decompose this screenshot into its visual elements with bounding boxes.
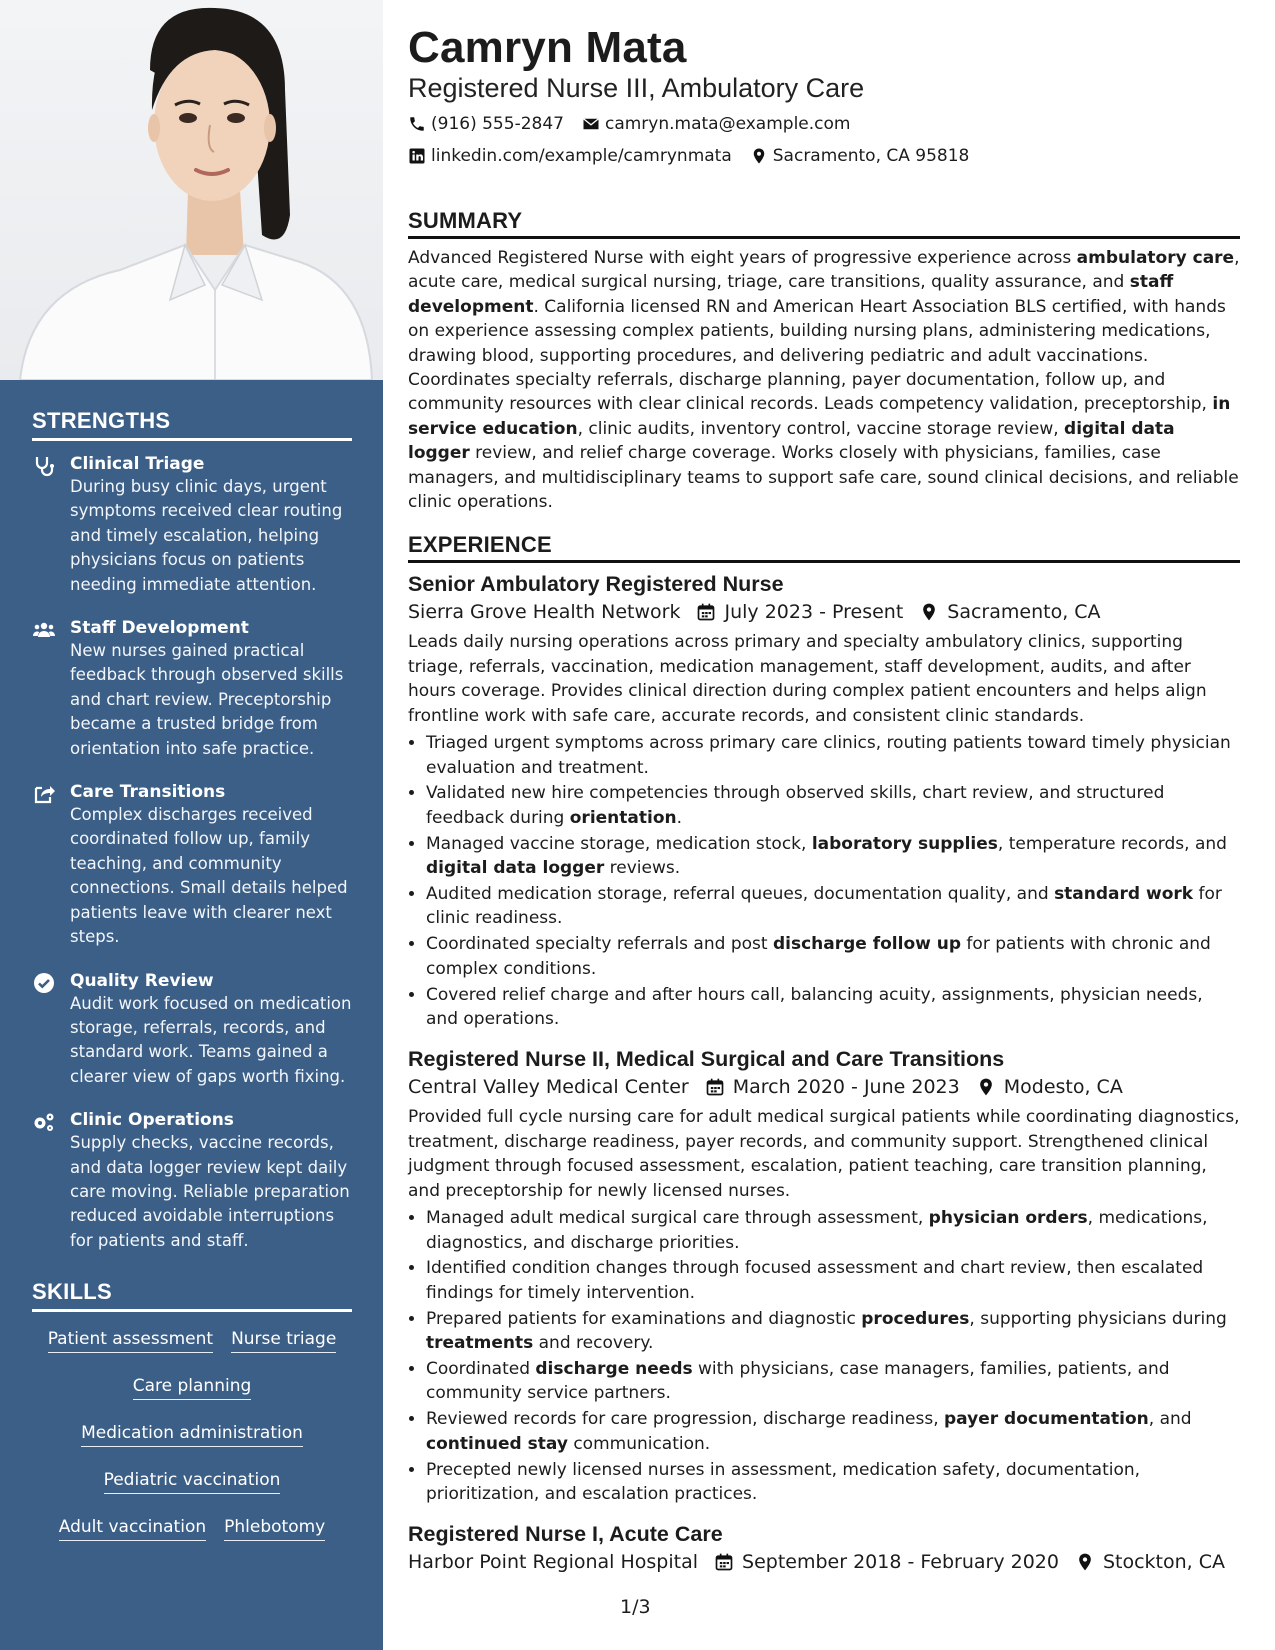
text-segment: , and: [1148, 1409, 1192, 1430]
job-bullet: [426, 1307, 1240, 1356]
map-pin-icon: [976, 1077, 996, 1097]
job-dates: September 2018 - February 2020: [742, 1551, 1059, 1574]
text-segment: Identified condition changes through focused assessment and chart review, then escalated findings for timely intervention.: [426, 1258, 1204, 1303]
skills-heading: SKILLS: [32, 1279, 352, 1312]
share-icon: [32, 782, 56, 804]
candidate-name: Camryn Mata: [408, 23, 687, 72]
text-segment: , supporting physicians during: [969, 1308, 1227, 1329]
strength-item: [32, 970, 352, 1090]
map-pin-icon: [919, 602, 939, 622]
contact-location: [750, 144, 970, 168]
job-location: Modesto, CA: [1003, 1076, 1123, 1099]
summary-section: [408, 208, 1240, 514]
phone-text: (916) 555-2847: [431, 114, 564, 134]
text-segment: for clinic readiness.: [426, 884, 1222, 929]
text-segment: Managed vaccine storage, medication stock,: [426, 833, 812, 854]
job-company: Harbor Point Regional Hospital: [408, 1551, 699, 1574]
job-bullet: [426, 1407, 1240, 1456]
text-segment: reviews.: [604, 858, 681, 879]
job-company: Sierra Grove Health Network: [408, 601, 681, 624]
sidebar-content: [32, 408, 352, 1559]
text-segment: review, and relief charge coverage. Works closely with physicians, families, case managers, and multidisciplinary teams to support safe care, sound clinical decisions, and reliable clinic operations.: [408, 443, 1239, 513]
strength-description: During busy clinic days, urgent symptoms received clear routing and timely escalation, helping physicians focus on patients needing immediate attention.: [70, 477, 343, 594]
text-segment: , acute care, medical surgical nursing, triage, care transitions, quality assurance, and: [408, 248, 1240, 293]
job-title: Senior Ambulatory Registered Nurse: [408, 572, 784, 597]
text-segment: . California licensed RN and American Heart Association BLS certified, with hands on experience assessing complex patients, building nursing plans, administering medications, drawing blood, supporting procedures, and delivering pediatric and adult vaccinations. Coordinates specialty referrals, discharge planning, payer documentation, follow up, and community resources with clear clinical records. Leads competency validation, preceptorship,: [408, 296, 1226, 415]
text-segment: Managed adult medical surgical care through assessment,: [426, 1208, 929, 1229]
bold-keyword: digital data logger: [426, 858, 605, 879]
job-bullet: [426, 832, 1240, 881]
text-segment: Reviewed records for care progression, discharge readiness,: [426, 1409, 945, 1430]
text-segment: , clinic audits, inventory control, vaccine storage review,: [577, 418, 1065, 439]
job-location: Sacramento, CA: [947, 601, 1101, 624]
text-segment: for patients with chronic and complex conditions.: [426, 934, 1211, 979]
candidate-title: Registered Nurse III, Ambulatory Care: [408, 73, 865, 103]
skill-tag: Medication administration: [81, 1422, 303, 1447]
job-bullet: [426, 932, 1240, 981]
bold-keyword: discharge needs: [535, 1359, 693, 1380]
strength-title: Care Transitions: [70, 782, 226, 803]
contact-info: [408, 112, 1240, 168]
check-circle-icon: [32, 971, 56, 993]
stethoscope-icon: [32, 454, 56, 476]
skill-tag: Adult vaccination: [59, 1516, 206, 1541]
bold-keyword: physician orders: [928, 1208, 1088, 1229]
job-entry: [408, 570, 1240, 1031]
job-title: Registered Nurse I, Acute Care: [408, 1522, 723, 1547]
linkedin-icon: [408, 147, 426, 165]
skill-tag: Pediatric vaccination: [104, 1469, 281, 1494]
strength-title: Quality Review: [70, 970, 214, 991]
location-text: Sacramento, CA 95818: [772, 146, 970, 166]
job-location: Stockton, CA: [1102, 1551, 1226, 1574]
envelope-icon: [582, 115, 600, 133]
calendar-icon: [705, 1077, 725, 1097]
skills-list: [32, 1324, 352, 1559]
strength-description: Supply checks, vaccine records, and data logger review kept daily care moving. Reliable preparation reduced avoidable interruptions for patients and staff.: [70, 1133, 350, 1250]
linkedin-text: linkedin.com/example/camrynmata: [431, 146, 732, 166]
job-bullet: [426, 882, 1240, 931]
job-description: Provided full cycle nursing care for adult medical surgical patients while coordinating diagnostics, treatment, discharge readiness, payer records, and community support. Strengthened clinical judgment through focused assessment, escalation, patient teaching, care transition planning, and preceptorship for newly licensed nurses.: [408, 1107, 1240, 1201]
job-dates: July 2023 - Present: [724, 601, 904, 624]
text-segment: Covered relief charge and after hours call, balancing acuity, assignments, physician needs, and operations.: [426, 984, 1203, 1030]
users-icon: [32, 618, 56, 640]
bold-keyword: continued stay: [426, 1433, 568, 1454]
strength-description: Audit work focused on medication storage, referrals, records, and standard work. Teams gained a clearer view of gaps worth fixing.: [70, 993, 352, 1086]
text-segment: Triaged urgent symptoms across primary care clinics, routing patients toward timely physician evaluation and treatment.: [426, 733, 1231, 778]
calendar-icon: [714, 1552, 734, 1572]
job-title: Registered Nurse II, Medical Surgical and Care Transitions: [408, 1047, 1005, 1072]
summary-heading: SUMMARY: [408, 208, 1240, 239]
strength-item: [32, 1109, 352, 1253]
bold-keyword: standard work: [1054, 884, 1194, 905]
bold-keyword: discharge follow up: [772, 934, 962, 955]
bold-keyword: treatments: [426, 1333, 534, 1354]
text-segment: Precepted newly licensed nurses in assessment, medication safety, documentation, prioritization, and escalation practices.: [426, 1459, 1141, 1505]
job-meta: [408, 1073, 1240, 1101]
email-text: camryn.mata@example.com: [604, 114, 851, 134]
text-segment: , medications, diagnostics, and discharge priorities.: [426, 1208, 1208, 1253]
map-pin-icon: [750, 147, 768, 165]
job-entry: [408, 1045, 1240, 1506]
summary-text: [408, 246, 1240, 514]
text-segment: , temperature records, and: [997, 833, 1227, 854]
job-bullets: [408, 731, 1240, 1031]
strengths-heading: STRENGTHS: [32, 408, 352, 441]
map-pin-icon: [1075, 1552, 1095, 1572]
job-bullet: [426, 781, 1240, 830]
experience-section: [408, 532, 1240, 1576]
job-bullet: [426, 1357, 1240, 1406]
phone-icon: [408, 115, 426, 133]
job-bullet: [426, 731, 1240, 780]
sidebar: [0, 0, 383, 1650]
bold-keyword: procedures: [861, 1308, 970, 1329]
strength-title: Staff Development: [70, 618, 249, 639]
text-segment: Advanced Registered Nurse with eight years of progressive experience across: [408, 248, 1077, 268]
contact-email[interactable]: [582, 112, 851, 136]
job-meta: [408, 1548, 1240, 1576]
strength-item: [32, 617, 352, 761]
job-bullets: [408, 1206, 1240, 1506]
job-bullet: [426, 1256, 1240, 1305]
job-meta: [408, 598, 1240, 626]
strength-item: [32, 781, 352, 949]
strength-title: Clinical Triage: [70, 454, 205, 474]
bold-keyword: laboratory supplies: [811, 833, 998, 854]
bold-keyword: staff development: [408, 272, 1174, 317]
strength-description: New nurses gained practical feedback through observed skills and chart review. Preceptorship became a trusted bridge from orientation into safe practice.: [70, 641, 344, 758]
calendar-icon: [696, 602, 716, 622]
bold-keyword: in service education: [408, 394, 1231, 439]
bold-keyword: orientation: [569, 807, 677, 828]
portrait-image: [0, 0, 383, 380]
strength-title: Clinic Operations: [70, 1110, 234, 1131]
text-segment: Prepared patients for examinations and diagnostic: [426, 1308, 862, 1329]
job-bullet: [426, 1458, 1240, 1507]
bold-keyword: digital data logger: [408, 418, 1175, 464]
skill-tag: Nurse triage: [231, 1328, 336, 1353]
text-segment: Coordinated specialty referrals and post: [426, 934, 773, 955]
text-segment: Validated new hire competencies through observed skills, chart review, and structured feedback during: [426, 783, 1165, 828]
text-segment: .: [676, 807, 683, 828]
contact-phone[interactable]: [408, 112, 564, 136]
skill-tag: Phlebotomy: [224, 1516, 325, 1541]
text-segment: communication.: [567, 1433, 711, 1454]
text-segment: Audited medication storage, referral queues, documentation quality, and: [426, 884, 1055, 905]
cogs-icon: [32, 1110, 56, 1132]
job-company: Central Valley Medical Center: [408, 1076, 689, 1099]
text-segment: Coordinated: [426, 1359, 536, 1380]
strength-item: [32, 453, 352, 597]
job-bullet: [426, 1206, 1240, 1255]
skill-tag: Care planning: [133, 1375, 252, 1400]
experience-heading: EXPERIENCE: [408, 532, 1240, 563]
skill-tag: Patient assessment: [48, 1328, 213, 1353]
job-entry: [408, 1520, 1240, 1576]
contact-linkedin[interactable]: [408, 144, 732, 168]
text-segment: and recovery.: [533, 1333, 654, 1354]
strengths-list: [32, 453, 352, 1253]
profile-photo: [0, 0, 383, 380]
text-segment: with physicians, case managers, families, patients, and community service partners.: [426, 1359, 1170, 1404]
job-dates: March 2020 - June 2023: [732, 1076, 960, 1099]
job-description: Leads daily nursing operations across primary and specialty ambulatory clinics, supporting triage, referrals, vaccination, medication management, staff development, audits, and after hours coverage. Provides clinical direction during complex patient encounters and helps align frontline work with safe care, accurate records, and consistent clinic standards.: [408, 632, 1207, 726]
bold-keyword: ambulatory care: [1076, 248, 1235, 268]
job-bullet: [426, 983, 1240, 1032]
main-content: [408, 22, 1240, 1590]
jobs-list: [408, 570, 1240, 1576]
page-indicator: 1/3: [620, 1596, 651, 1618]
bold-keyword: payer documentation: [944, 1409, 1149, 1430]
strength-description: Complex discharges received coordinated follow up, family teaching, and community connections. Small details helped patients leave with clearer next steps.: [70, 805, 348, 947]
